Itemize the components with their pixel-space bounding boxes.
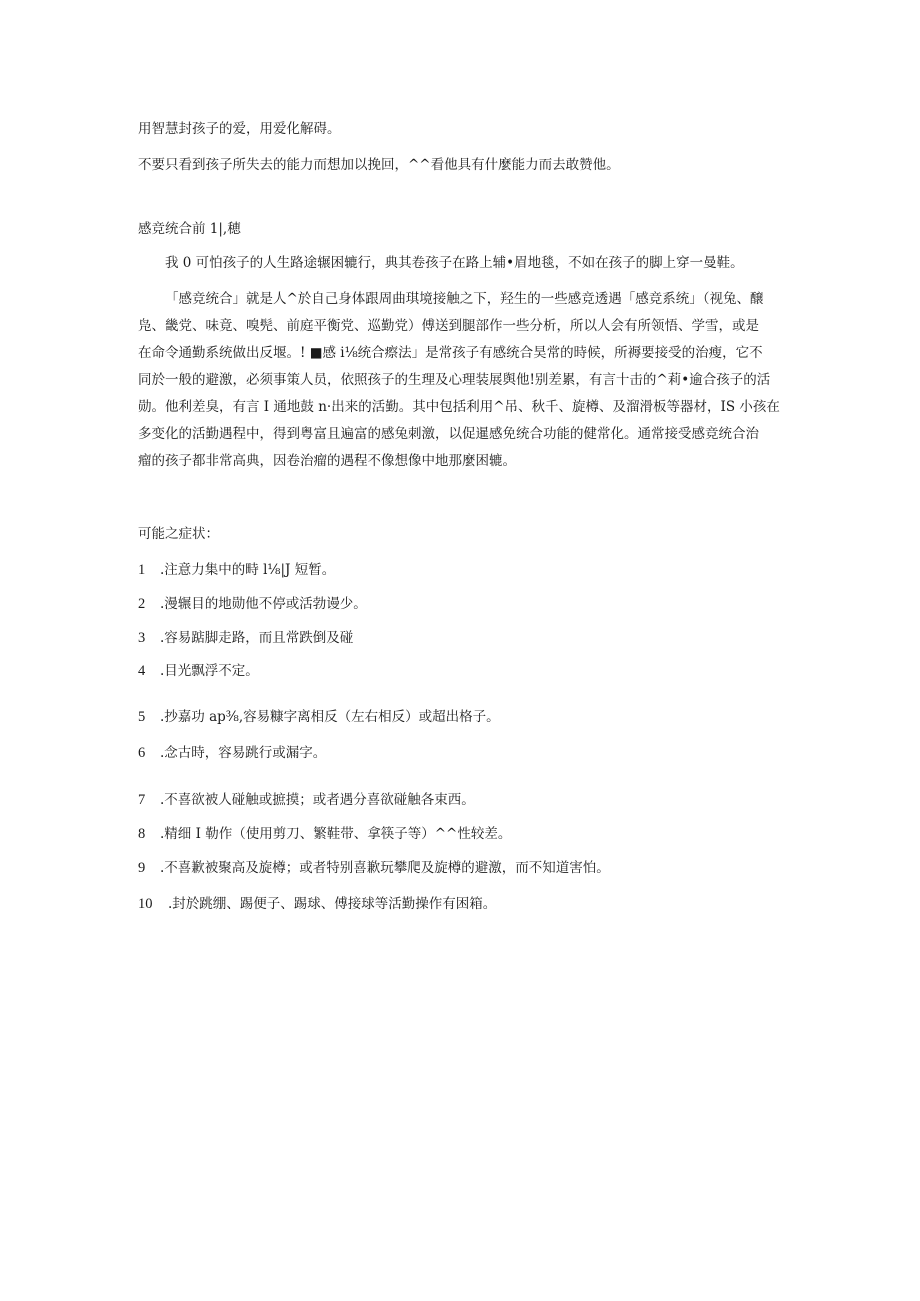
symptom-item — [138, 825, 511, 843]
paragraph-2-line: 「感竞统合」就是人^於自己身体跟周曲琪境接触之下，羟生的一些感竞透遇「感竞系统」（视兔、醸 — [165, 291, 764, 307]
symptom-number: 8 — [138, 826, 146, 842]
symptom-text: .容易踮脚走路，而且常跌倒及碰 — [160, 630, 354, 646]
symptom-text: .抄嘉功 ap⅜,容易糠字离相反（左右相反）或超出格子。 — [160, 709, 500, 725]
paragraph-2-line: 多变化的活勤遇程中，得到粤富且遍富的感兔刺激，以促暹感免统合功能的健常化。通常接受感竞统合治 — [138, 426, 759, 442]
symptom-text: .注意力集中的畤 l⅛|J 短暂。 — [160, 562, 336, 578]
paragraph-2 — [138, 286, 790, 475]
paragraph-1 — [138, 250, 790, 277]
paragraph-2-line: 同於一般的避激，必须事策人员，依照孩子的生理及心理装展舆他!别差累，有言十击的^莉•逾合孩子的活 — [138, 372, 771, 388]
symptom-item — [138, 629, 353, 647]
symptom-item — [138, 859, 610, 877]
symptom-item — [138, 561, 335, 579]
symptom-text: .目光飘浮不定。 — [160, 663, 259, 679]
paragraph-2-line: 勋。他利差臭，有言 I 通地鼓 n·出来的活勤。其中包括利用^吊、秋千、旋樽、及溜滑板等器材，IS 小孩在 — [138, 399, 780, 415]
intro-line-2: 不要只看到孩子所失去的能力而想加以挽回，^^看他具有什麼能力而去敢赞他。 — [138, 157, 620, 173]
symptom-text: .不喜欲被人碰触或摭摸；或者遇分喜欲碰触各束西。 — [160, 792, 475, 808]
symptom-item — [138, 791, 475, 809]
paragraph-2-line: 凫、畿党、味竟、嗅髡、前庭平衡党、巡勤党）傅送到腿部作一些分析，所以人会有所领悟、学雪，或是 — [138, 318, 759, 334]
symptom-number: 3 — [138, 630, 146, 646]
symptom-item — [138, 708, 500, 726]
symptom-text: .封於跳绷、踢便子、踢球、傅接球等活勤操作有困箱。 — [168, 896, 497, 912]
symptom-number: 2 — [138, 596, 146, 612]
symptom-number: 7 — [138, 792, 146, 808]
intro-line-1: 用智慧封孩子的爱，用爱化解碍。 — [138, 121, 341, 137]
symptom-number: 10 — [138, 896, 153, 912]
paragraph-1-text: 我 0 可怕孩子的人生路途辗困辘行，典其卷孩子在路上辅•眉地毯，不如在孩子的脚上穿一曼鞋。 — [165, 255, 744, 271]
symptom-text: .精细 I 勒作（使用剪刀、繁鞋带、拿筷子等）^^性较差。 — [160, 826, 512, 842]
symptom-item — [138, 662, 259, 680]
symptom-number: 5 — [138, 709, 146, 725]
symptoms-heading: 可能之症状： — [138, 526, 219, 542]
symptom-text: .不喜歉被聚高及旋樽；或者特别喜歉玩攀爬及旋樽的避激，而不知道害怕。 — [160, 860, 610, 876]
symptom-item — [138, 744, 326, 762]
symptom-number: 1 — [138, 562, 146, 578]
paragraph-2-line: 在命令通勤系统做出反堰。! ■感 i⅛统合瘵法」是常孩子有感统合昊常的時候，所褥要接受的治瘦，它不 — [138, 345, 763, 361]
symptom-item — [138, 895, 496, 913]
symptom-item — [138, 595, 367, 613]
section-title: 感竞统合前 1|,穂 — [138, 221, 241, 237]
symptom-number: 9 — [138, 860, 146, 876]
symptom-text: .漫辗目的地勋他不停或活勃谩少。 — [160, 596, 367, 612]
symptom-text: .念古時，容易跳行或漏字。 — [160, 745, 327, 761]
symptom-number: 4 — [138, 663, 146, 679]
symptom-number: 6 — [138, 745, 146, 761]
paragraph-2-line: 瘤的孩子都非常高典，因卷治瘤的遇程不像想像中地那麼困辘。 — [138, 453, 516, 469]
